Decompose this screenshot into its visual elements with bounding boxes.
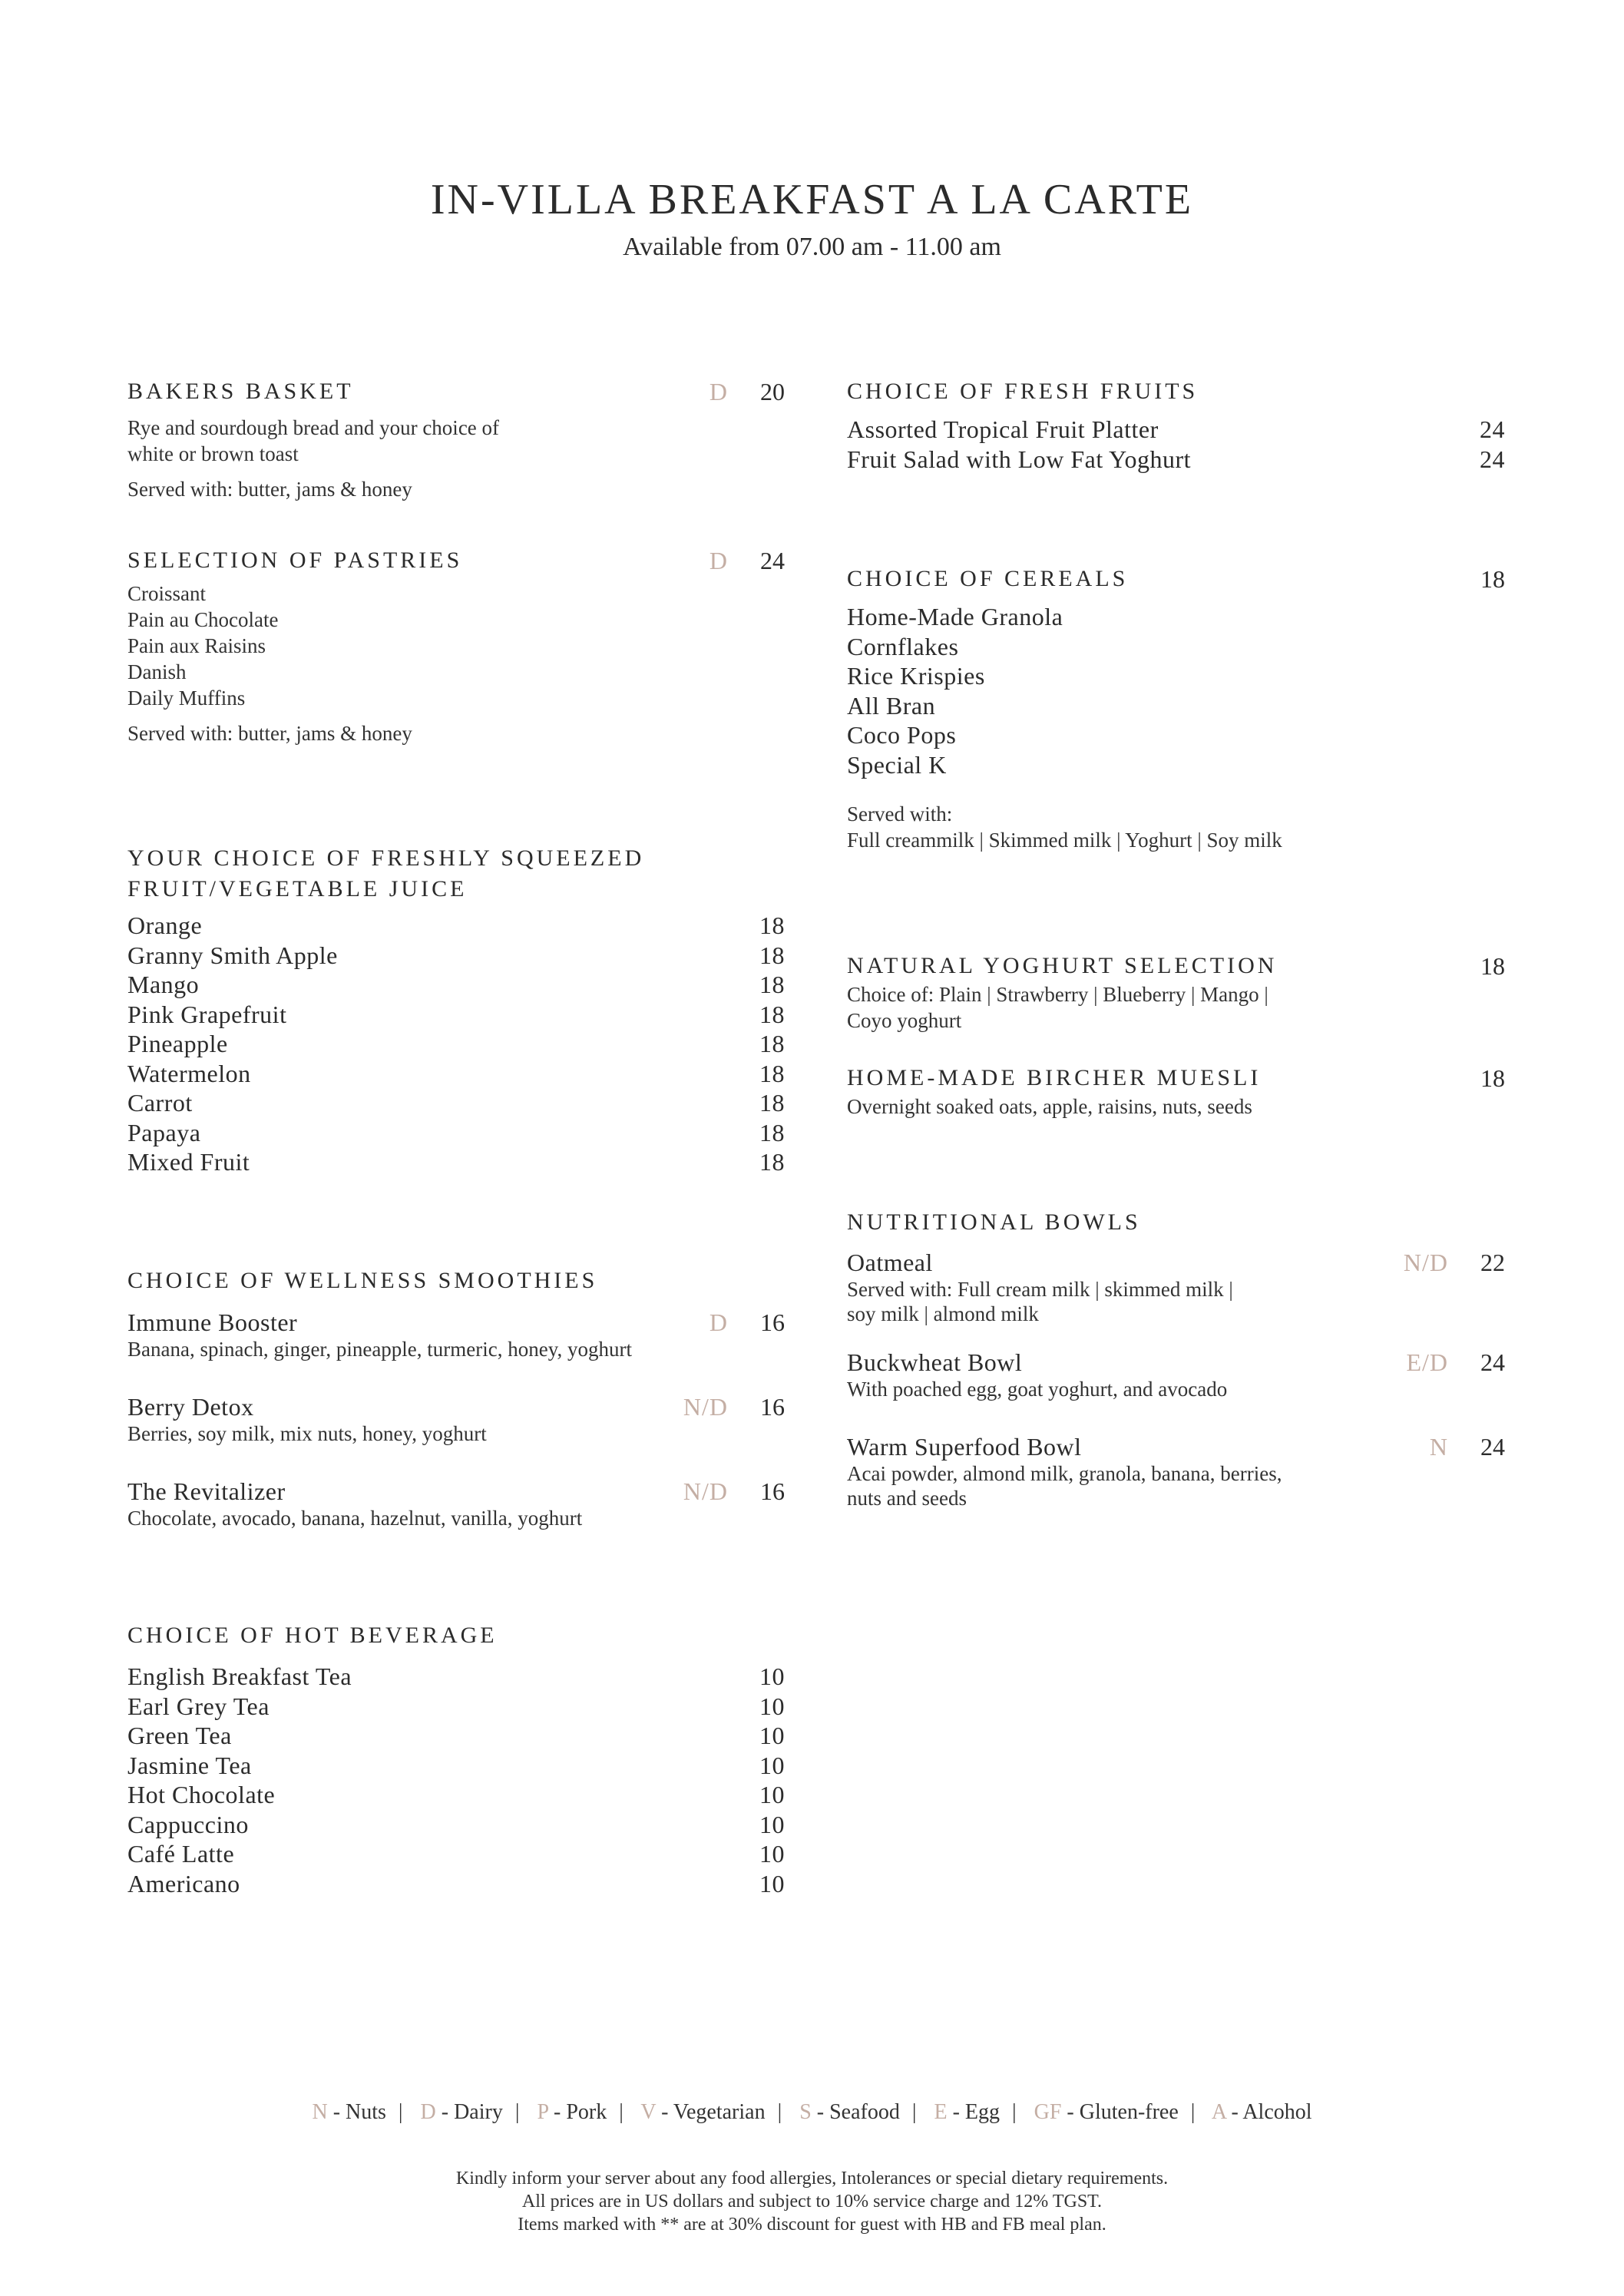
- legend-item: S - Seafood: [799, 2100, 900, 2124]
- served-with-options: Full creammilk | Skimmed milk | Yoghurt | Soy milk: [847, 829, 1282, 852]
- list-item: Hot Chocolate 10: [127, 1781, 785, 1808]
- list-item: Orange 18: [127, 911, 785, 939]
- price: 24: [760, 547, 785, 574]
- item-description: soy milk | almond milk: [847, 1302, 1039, 1325]
- item-description: Served with: Full cream milk | skimmed milk |: [847, 1278, 1233, 1301]
- section-bakers-basket: [127, 376, 785, 502]
- price: 18: [1480, 952, 1505, 980]
- list-item: Café Latte 10: [127, 1840, 785, 1868]
- list-item: Pain aux Raisins: [127, 634, 266, 657]
- list-item: Watermelon 18: [127, 1059, 785, 1087]
- section-cereals: [847, 564, 1505, 853]
- served-with: Served with: butter, jams & honey: [127, 722, 412, 745]
- allergen-code: D: [709, 1308, 728, 1336]
- section-title: NATURAL YOGHURT SELECTION: [847, 953, 1278, 978]
- description: white or brown toast: [127, 442, 299, 465]
- menu-item: [127, 1391, 785, 1447]
- legend-item: GF - Gluten-free: [1034, 2100, 1179, 2124]
- section-pastries: [127, 545, 785, 746]
- section-title: SELECTION OF PASTRIES: [127, 548, 463, 573]
- legend-item: E - Egg: [934, 2100, 1001, 2124]
- legend-item: P - Pork: [537, 2100, 607, 2124]
- list-item: Cornflakes: [847, 632, 959, 660]
- item-description: Acai powder, almond milk, granola, banana, berries,: [847, 1462, 1282, 1485]
- list-item: Daily Muffins: [127, 686, 246, 710]
- page-subtitle: Available from 07.00 am - 11.00 am: [623, 233, 1001, 261]
- list-item: Pineapple 18: [127, 1030, 785, 1057]
- section-title: NUTRITIONAL BOWLS: [847, 1209, 1141, 1235]
- item-description: Berries, soy milk, mix nuts, honey, yoghurt: [127, 1422, 487, 1445]
- list-item: Assorted Tropical Fruit Platter 24: [847, 415, 1505, 443]
- price: 24: [1480, 1433, 1505, 1461]
- list-item: English Breakfast Tea 10: [127, 1662, 785, 1690]
- legend-item: V - Vegetarian: [640, 2100, 766, 2124]
- description: Overnight soaked oats, apple, raisins, nuts, seeds: [847, 1095, 1252, 1118]
- item-name: Immune Booster: [127, 1308, 298, 1336]
- item-name: Buckwheat Bowl: [847, 1348, 1023, 1376]
- allergen-code: N/D: [683, 1477, 728, 1505]
- served-with-label: Served with:: [847, 802, 953, 825]
- list-item: Home-Made Granola: [847, 603, 1063, 630]
- allergen-code: D: [709, 547, 728, 574]
- list-item: Papaya 18: [127, 1118, 785, 1146]
- price: 18: [1480, 565, 1505, 593]
- description: Coyo yoghurt: [847, 1009, 962, 1032]
- section-juice: [127, 843, 785, 1177]
- price: 16: [760, 1308, 785, 1336]
- allergen-code: N/D: [683, 1393, 728, 1421]
- footnote-line: Items marked with ** are at 30% discount for guest with HB and FB meal plan.: [518, 2215, 1106, 2235]
- list-item: Mixed Fruit 18: [127, 1148, 785, 1176]
- price: 18: [1480, 1064, 1505, 1092]
- section-title: CHOICE OF CEREALS: [847, 566, 1129, 591]
- list-item: Earl Grey Tea 10: [127, 1692, 785, 1720]
- footnote-line: All prices are in US dollars and subject to 10% service charge and 12% TGST.: [521, 2192, 1103, 2212]
- allergen-code: N: [1429, 1433, 1448, 1461]
- price: 22: [1480, 1249, 1505, 1276]
- section-title: FRUIT/VEGETABLE JUICE: [127, 876, 468, 902]
- list-item: Green Tea 10: [127, 1722, 785, 1749]
- menu-item: [127, 1476, 785, 1531]
- list-item: Fruit Salad with Low Fat Yoghurt 24: [847, 445, 1505, 473]
- item-name: Oatmeal: [847, 1249, 933, 1276]
- list-item: Coco Pops: [847, 721, 957, 749]
- item-name: The Revitalizer: [127, 1477, 286, 1505]
- list-item: Jasmine Tea 10: [127, 1751, 785, 1779]
- list-item: Americano 10: [127, 1869, 785, 1897]
- list-item: Granny Smith Apple 18: [127, 941, 785, 969]
- footnote: [0, 2167, 1624, 2236]
- list-item: Cappuccino 10: [127, 1810, 785, 1838]
- price: 24: [1480, 1348, 1505, 1376]
- footnote-line: Kindly inform your server about any food allergies, Intolerances or special dietary requirements.: [455, 2169, 1169, 2188]
- allergen-code: E/D: [1406, 1348, 1448, 1376]
- section-title: CHOICE OF HOT BEVERAGE: [127, 1623, 498, 1648]
- section-nutritional-bowls: [847, 1207, 1505, 1511]
- allergen-code: D: [709, 378, 728, 405]
- item-description: Banana, spinach, ginger, pineapple, turmeric, honey, yoghurt: [127, 1338, 632, 1361]
- list-item: Danish: [127, 660, 187, 683]
- list-item: Pain au Chocolate: [127, 608, 279, 631]
- page-title: IN-VILLA BREAKFAST A LA CARTE: [430, 176, 1194, 223]
- legend-item: N - Nuts: [312, 2100, 386, 2124]
- allergen-code: N/D: [1403, 1249, 1448, 1276]
- section-fresh-fruits: [847, 376, 1505, 474]
- served-with: Served with: butter, jams & honey: [127, 478, 412, 501]
- section-yoghurt: [847, 951, 1505, 1034]
- section-smoothies: [127, 1265, 785, 1531]
- section-title: BAKERS BASKET: [127, 379, 354, 404]
- list-item: Special K: [847, 750, 947, 779]
- menu-item: [127, 1307, 785, 1362]
- legend-item: A - Alcohol: [1211, 2100, 1312, 2124]
- list-item: Carrot 18: [127, 1089, 785, 1117]
- list-item: Rice Krispies: [847, 662, 985, 690]
- menu-item: [847, 1431, 1505, 1511]
- legend-item: D - Dairy: [420, 2100, 503, 2124]
- price: 16: [760, 1477, 785, 1505]
- section-title: CHOICE OF FRESH FRUITS: [847, 379, 1199, 404]
- section-bircher-muesli: [847, 1063, 1505, 1120]
- section-title: YOUR CHOICE OF FRESHLY SQUEEZED: [127, 845, 645, 871]
- item-name: Warm Superfood Bowl: [847, 1433, 1082, 1461]
- list-item: Mango 18: [127, 971, 785, 998]
- item-description: With poached egg, goat yoghurt, and avocado: [847, 1378, 1228, 1401]
- description: Rye and sourdough bread and your choice of: [127, 416, 500, 439]
- menu-item: [847, 1247, 1505, 1327]
- list-item: Croissant: [127, 582, 207, 605]
- section-title: CHOICE OF WELLNESS SMOOTHIES: [127, 1268, 598, 1293]
- allergen-legend: N - Nuts | D - Dairy | P - Pork | V - Vegetarian | S - Seafood | E - Egg | GF - Gluten-free | A - Alcohol: [312, 2100, 1312, 2124]
- list-item: Pink Grapefruit 18: [127, 1000, 785, 1028]
- description: Choice of: Plain | Strawberry | Blueberry | Mango |: [847, 983, 1268, 1006]
- section-hot-beverage: [127, 1620, 785, 1898]
- item-name: Berry Detox: [127, 1393, 254, 1421]
- price: 16: [760, 1393, 785, 1421]
- price: 20: [760, 378, 785, 405]
- section-title: HOME-MADE BIRCHER MUESLI: [847, 1065, 1262, 1090]
- list-item: All Bran: [847, 691, 936, 720]
- item-description: Chocolate, avocado, banana, hazelnut, vanilla, yoghurt: [127, 1507, 583, 1530]
- item-description: nuts and seeds: [847, 1487, 967, 1510]
- menu-item: [847, 1347, 1505, 1402]
